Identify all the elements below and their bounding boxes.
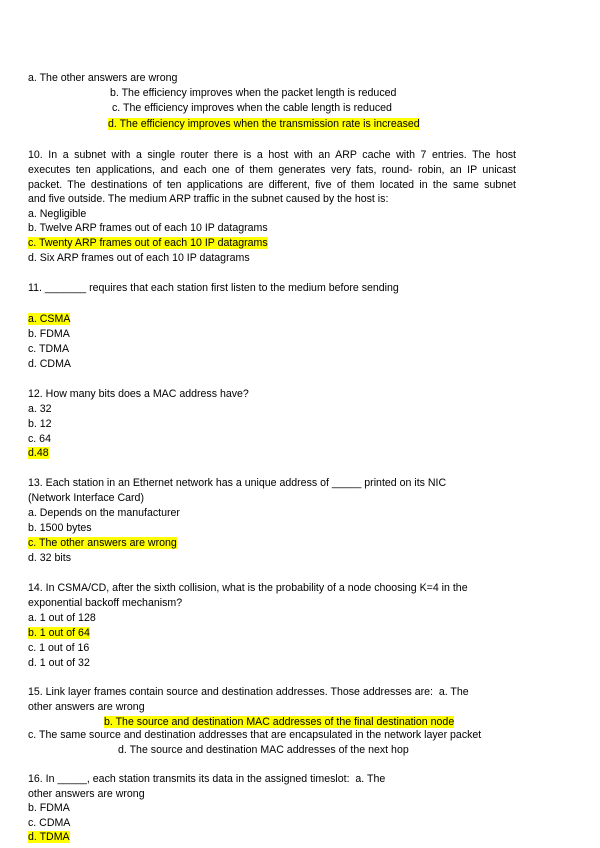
q14-option-b-correct [28, 626, 90, 640]
q15-stem-line-2: other answers are wrong [28, 701, 145, 713]
q9-option-c: c. The efficiency improves when the cable length is reduced [112, 102, 392, 114]
q9-option-a: a. The other answers are wrong [28, 72, 178, 84]
q13-option-a: a. Depends on the manufacturer [28, 507, 180, 519]
q10-stem-line-3: packet. The destinations of ten applications are different, five of them located in the same subnet [28, 179, 516, 191]
q15-stem-line-1: 15. Link layer frames contain source and destination addresses. Those addresses are: a. The [28, 686, 469, 698]
q11-stem: 11. _______ requires that each station first listen to the medium before sending [28, 282, 399, 294]
q16-stem-line-1: 16. In _____, each station transmits its data in the assigned timeslot: a. The [28, 773, 386, 785]
q9-option-b: b. The efficiency improves when the packet length is reduced [110, 87, 397, 99]
q12-option-b: b. 12 [28, 418, 52, 430]
q12-stem: 12. How many bits does a MAC address have? [28, 388, 249, 400]
q16-option-c: c. CDMA [28, 817, 71, 829]
q15-option-c: c. The same source and destination addresses that are encapsulated in the network layer packet [28, 729, 482, 741]
q11-option-d: d. CDMA [28, 358, 71, 370]
q10-option-d: d. Six ARP frames out of each 10 IP datagrams [28, 252, 250, 264]
answer-highlight: b. 1 out of 64 [28, 627, 90, 639]
answer-highlight: c. Twenty ARP frames out of each 10 IP datagrams [28, 237, 268, 249]
q11-option-c: c. TDMA [28, 343, 70, 355]
q10-option-a: a. Negligible [28, 208, 87, 220]
q10-option-c-correct [28, 236, 268, 250]
q10-stem-line-1: 10. In a subnet with a single router there is a host with an ARP cache with 7 entries. The host [28, 149, 516, 161]
q13-option-d: d. 32 bits [28, 552, 71, 564]
answer-highlight: d.48 [28, 447, 49, 459]
q16-stem-line-2: other answers are wrong [28, 788, 145, 800]
q13-stem-line-2: (Network Interface Card) [28, 492, 144, 504]
q9-option-d-correct [108, 117, 420, 131]
q13-stem-line-1: 13. Each station in an Ethernet network has a unique address of _____ printed on its NIC [28, 477, 447, 489]
q13-option-b: b. 1500 bytes [28, 522, 92, 534]
q10-option-b: b. Twelve ARP frames out of each 10 IP datagrams [28, 222, 268, 234]
q13-option-c-correct [28, 536, 177, 550]
q11-option-a-correct [28, 312, 70, 326]
answer-highlight: d. TDMA [28, 831, 70, 843]
q14-option-c: c. 1 out of 16 [28, 642, 90, 654]
q14-stem-line-2: exponential backoff mechanism? [28, 597, 183, 609]
q15-option-d: d. The source and destination MAC addresses of the next hop [118, 744, 409, 756]
q10-stem-line-4: and five outside. The medium ARP traffic in the subnet caused by the host is: [28, 193, 389, 205]
q15-option-b-correct [104, 715, 454, 729]
q16-option-d-correct [28, 830, 70, 844]
answer-highlight: a. CSMA [28, 313, 71, 325]
q14-stem-line-1: 14. In CSMA/CD, after the sixth collision, what is the probability of a node choosing K=4 in the [28, 582, 468, 594]
q12-option-d-correct [28, 446, 49, 460]
q14-option-a: a. 1 out of 128 [28, 612, 96, 624]
q12-option-a: a. 32 [28, 403, 52, 415]
q12-option-c: c. 64 [28, 433, 51, 445]
q16-option-b: b. FDMA [28, 802, 70, 814]
answer-highlight: d. The efficiency improves when the transmission rate is increased [108, 118, 420, 130]
q11-option-b: b. FDMA [28, 328, 70, 340]
answer-highlight: c. The other answers are wrong [28, 537, 177, 549]
answer-highlight: b. The source and destination MAC addresses of the final destination node [104, 716, 455, 728]
q10-stem-line-2: executes ten applications, and each one of them generates very fats, round- robin, an IP unicast [28, 164, 516, 176]
q14-option-d: d. 1 out of 32 [28, 657, 90, 669]
